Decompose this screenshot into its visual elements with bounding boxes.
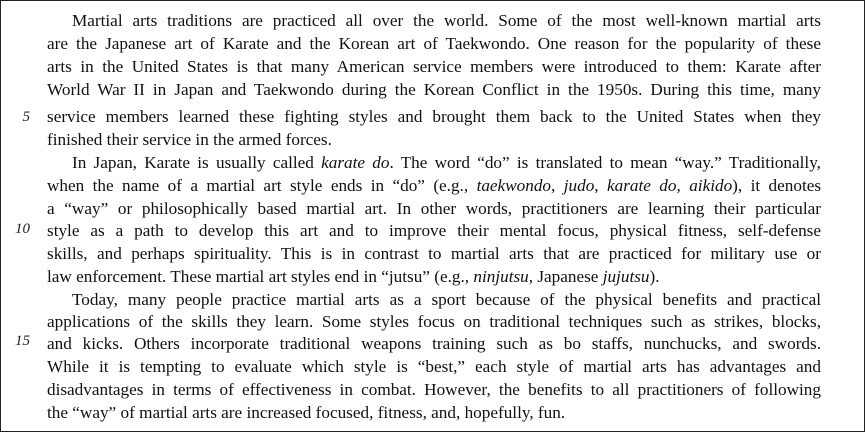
passage-line-8: when the name of a martial art style ends in “do” (e.g., taekwondo, judo, karate do, aikido), it denotes — [47, 176, 822, 195]
passage-line-15: and kicks. Others incorporate traditional weapons training such as bo staffs, nunchucks, and swords. — [47, 334, 821, 353]
italic-term: taekwondo — [476, 176, 552, 195]
passage-line-17: disadvantages in terms of effectiveness in combat. However, the benefits to all practitioners of following — [47, 380, 821, 399]
line-number-5: 5 — [22, 109, 30, 125]
passage-line-11: skills, and perhaps spirituality. This is in contrast to martial arts that are practiced for military use or — [47, 244, 821, 263]
italic-term: ninjutsu — [473, 267, 529, 286]
passage-line-10: style as a path to develop this art and to improve their mental focus, physical fitness, self-defense — [47, 221, 821, 240]
passage-line-16: While it is tempting to evaluate which style is “best,” each style of martial arts has advantages and — [47, 357, 821, 376]
passage-line-5: service members learned these fighting styles and brought them back to the United States when they — [47, 107, 821, 126]
passage-line-18: the “way” of martial arts are increased focused, fitness, and, hopefully, fun. — [47, 403, 566, 422]
line-number-15: 15 — [15, 333, 30, 349]
passage-line-13: Today, many people practice martial arts as a sport because of the physical benefits and practical — [72, 290, 821, 309]
passage-line-6: finished their service in the armed forces. — [47, 130, 332, 149]
line-number-10: 10 — [15, 221, 30, 237]
italic-term: judo — [563, 176, 595, 195]
passage-line-4: World War II in Japan and Taekwondo during the Korean Conflict in the 1950s. During this time, many — [47, 80, 821, 99]
italic-term: aikido — [689, 176, 733, 195]
italic-term: karate do — [321, 153, 390, 172]
passage-line-1: Martial arts traditions are practiced all over the world. Some of the most well-known martial arts — [72, 11, 821, 30]
italic-term: karate do — [607, 176, 677, 195]
passage-line-12: law enforcement. These martial art styles end in “jutsu” (e.g., ninjutsu, Japanese jujutsu). — [47, 267, 660, 286]
passage-line-7: In Japan, Karate is usually called karate do. The word “do” is translated to mean “way.” Traditionally, — [72, 153, 821, 172]
passage-line-2: are the Japanese art of Karate and the Korean art of Taekwondo. One reason for the popularity of these — [47, 34, 821, 53]
passage-line-14: applications of the skills they learn. Some styles focus on traditional techniques such as strikes, blocks, — [47, 312, 821, 331]
italic-term: jujutsu — [602, 267, 650, 286]
passage-line-9: a “way” or philosophically based martial art. In other words, practitioners are learning their particular — [47, 199, 821, 218]
passage-line-3: arts in the United States is that many American service members were introduced to them: Karate after — [47, 57, 821, 76]
